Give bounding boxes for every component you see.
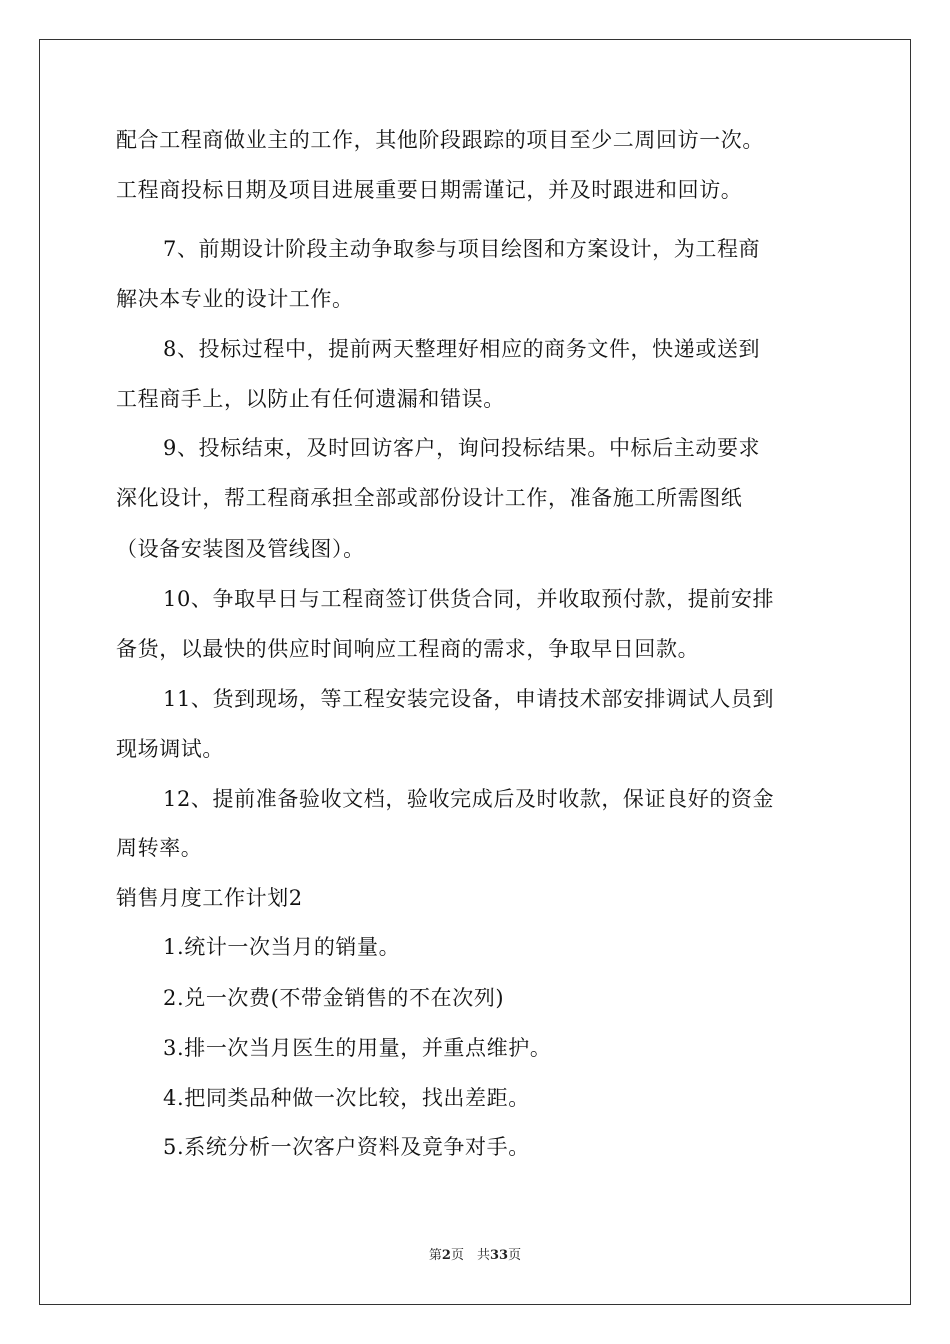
text-line: （设备安装图及管线图）。 xyxy=(116,537,365,561)
text-line: 现场调试。 xyxy=(116,737,224,761)
text-line: 配合工程商做业主的工作，其他阶段跟踪的项目至少二周回访一次。 xyxy=(116,128,764,152)
text-line: 10、争取早日与工程商签订供货合同，并收取预付款，提前安排 xyxy=(163,587,775,611)
page-border xyxy=(39,39,911,1305)
text-line: 8、投标过程中，提前两天整理好相应的商务文件，快递或送到 xyxy=(163,337,761,361)
text-line: 9、投标结束，及时回访客户，询问投标结果。中标后主动要求 xyxy=(163,436,761,460)
list-item: 3.排一次当月医生的用量，并重点维护。 xyxy=(163,1036,552,1060)
list-item: 5.系统分析一次客户资料及竟争对手。 xyxy=(163,1135,530,1159)
footer-page-mid: 页 共 xyxy=(450,1248,490,1263)
text-line: 工程商投标日期及项目进展重要日期需谨记，并及时跟进和回访。 xyxy=(116,178,743,202)
text-line: 备货，以最快的供应时间响应工程商的需求，争取早日回款。 xyxy=(116,637,700,661)
footer-page-current: 2 xyxy=(441,1248,451,1263)
text-line: 工程商手上，以防止有任何遗漏和错误。 xyxy=(116,387,505,411)
text-line: 解决本专业的设计工作。 xyxy=(116,287,354,311)
list-item: 4.把同类品种做一次比较，找出差距。 xyxy=(163,1086,530,1110)
page-footer xyxy=(0,1247,950,1265)
text-line: 12、提前准备验收文档，验收完成后及时收款，保证良好的资金 xyxy=(163,787,775,811)
footer-page-suffix: 页 xyxy=(508,1248,522,1263)
footer-page-total: 33 xyxy=(489,1248,509,1263)
text-line: 深化设计，帮工程商承担全部或部份设计工作，准备施工所需图纸 xyxy=(116,486,743,510)
list-item: 1.统计一次当月的销量。 xyxy=(163,935,401,959)
text-line: 11、货到现场，等工程安装完设备，申请技术部安排调试人员到 xyxy=(163,687,775,711)
section-heading: 销售月度工作计划2 xyxy=(116,886,303,910)
list-item: 2.兑一次费(不带金销售的不在次列) xyxy=(163,986,505,1010)
text-line: 周转率。 xyxy=(116,836,203,860)
text-line: 7、前期设计阶段主动争取参与项目绘图和方案设计，为工程商 xyxy=(163,237,761,261)
footer-page-prefix: 第 xyxy=(428,1248,442,1263)
